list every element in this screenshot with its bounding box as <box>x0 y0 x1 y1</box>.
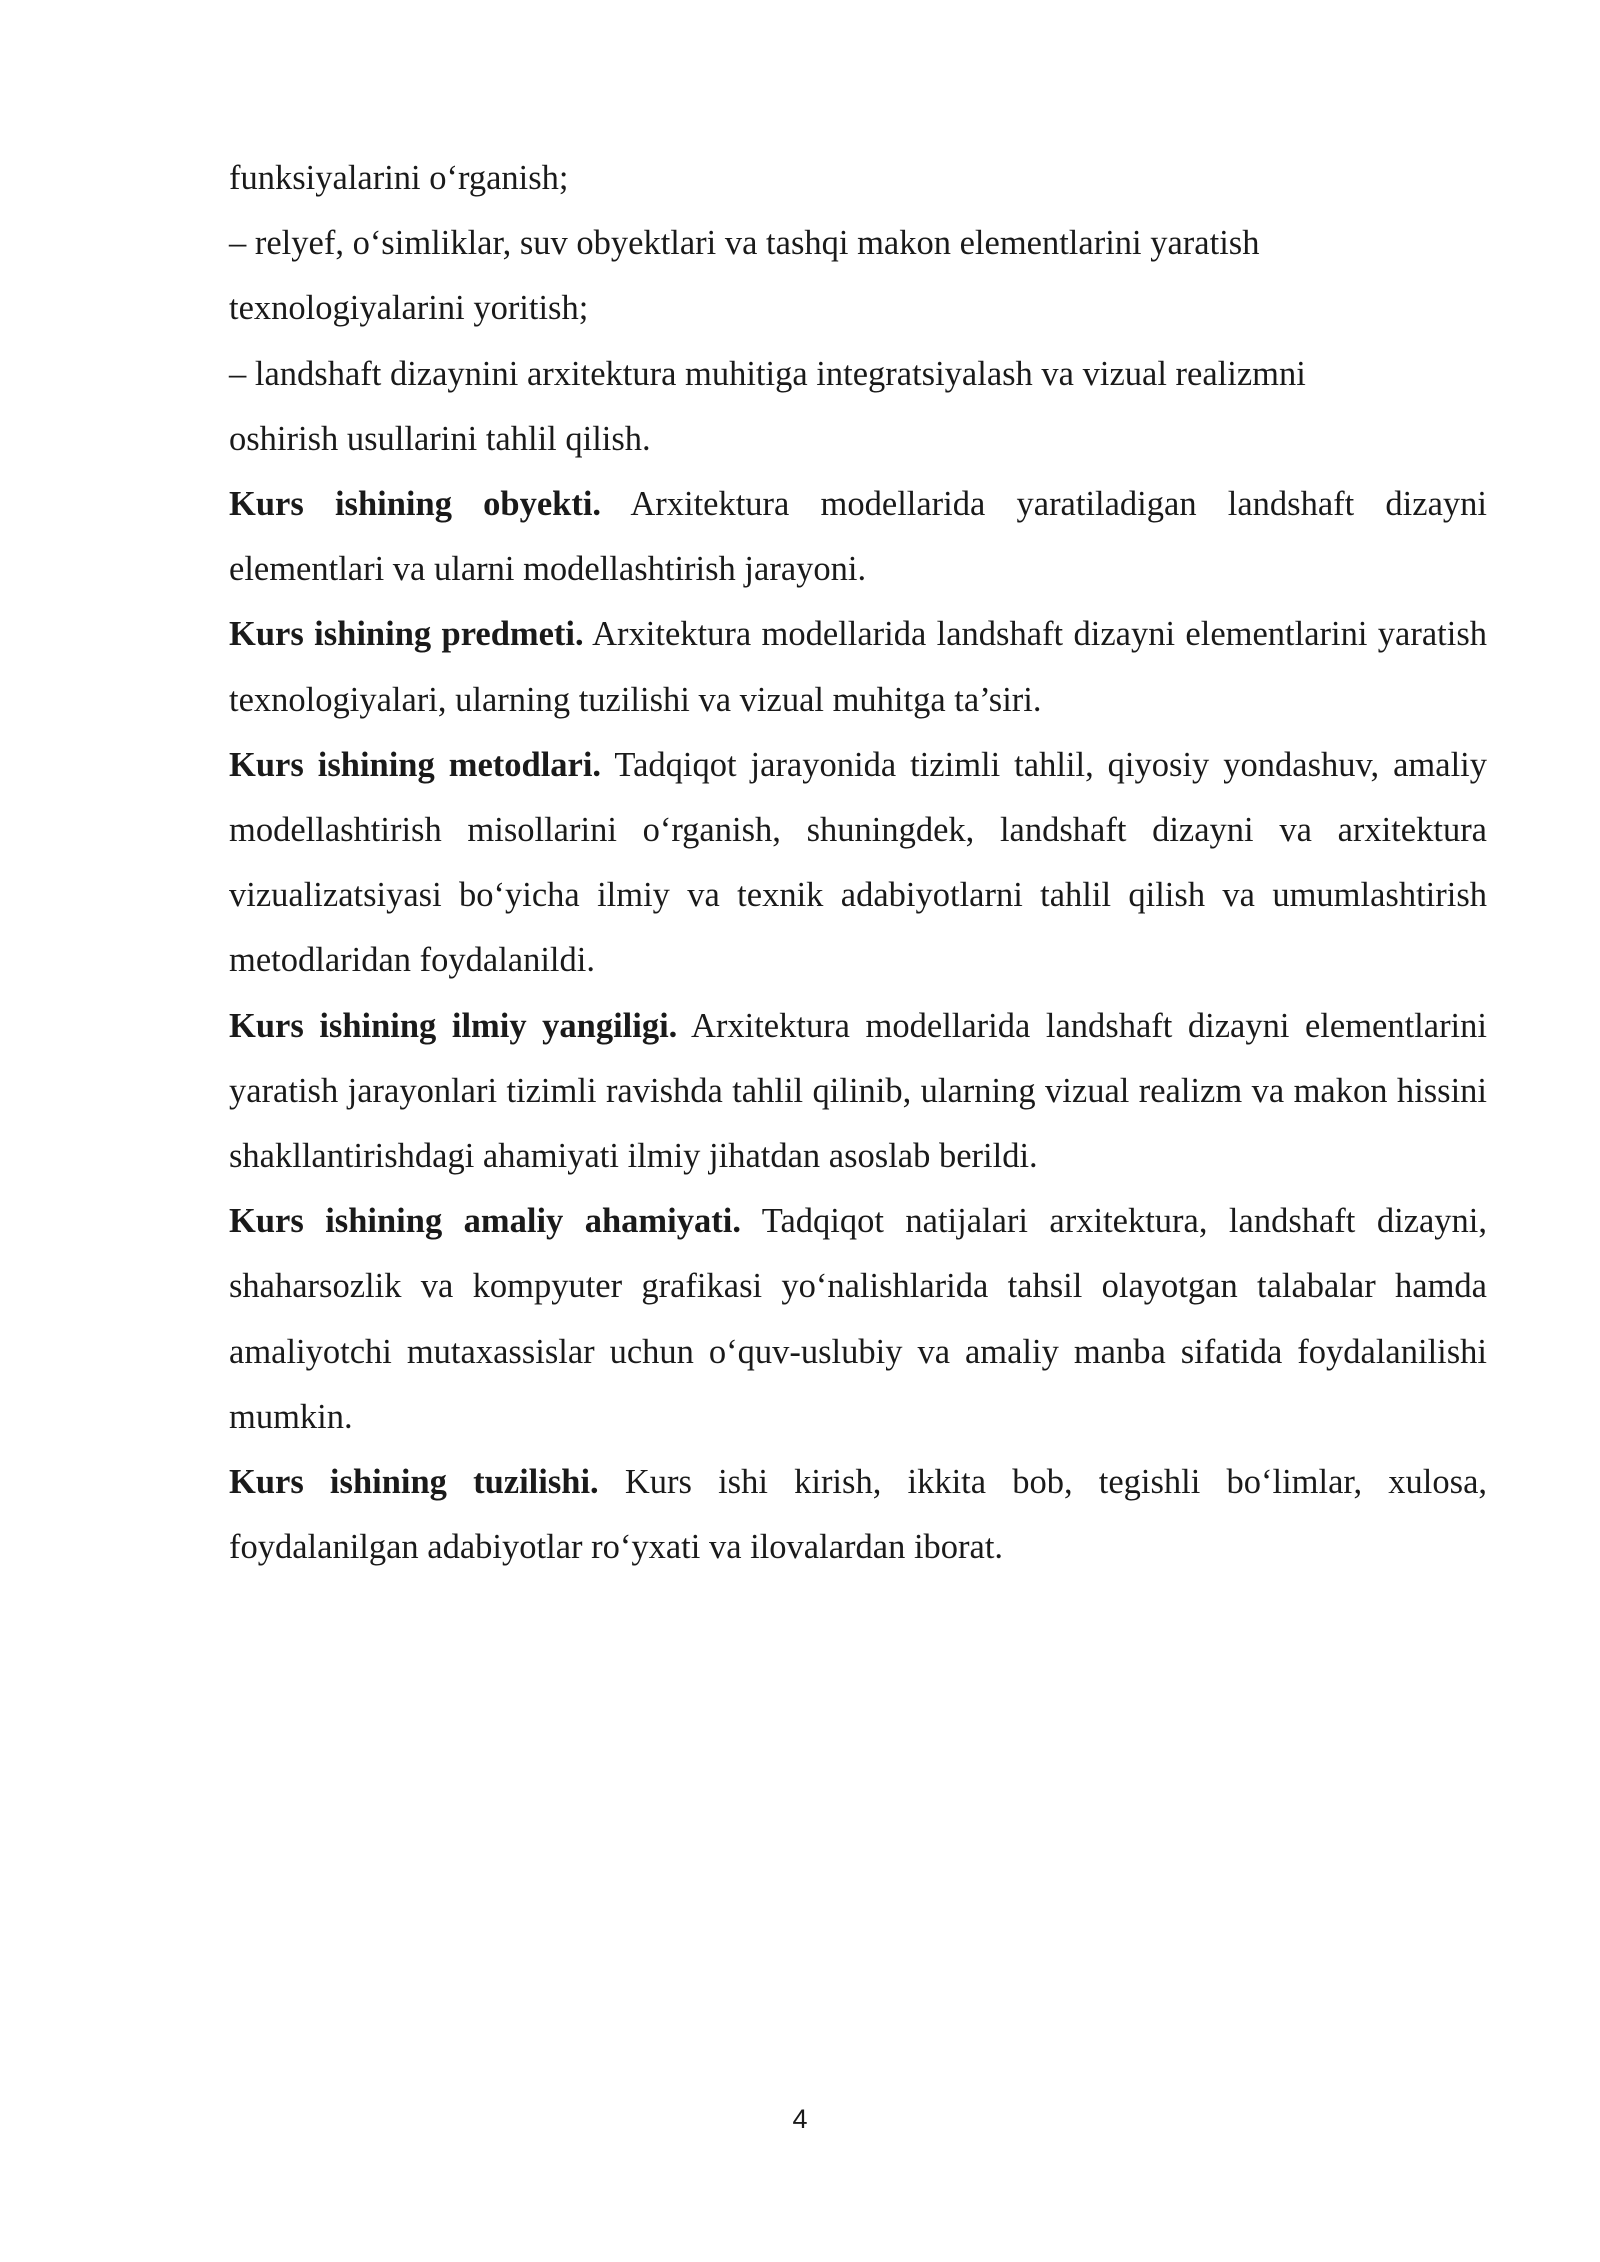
section-text: Tadqiqot natijalari arxitektura, landshaft dizayni, shaharsozlik va kompyuter grafikasi yo‘nalishlarida tahsil olayotgan talabalar hamda amaliyotchi mutaxassislar uchun o‘quv-uslubiy va amaliy manba sifatida foydalanilishi mumkin. <box>229 1202 1487 1436</box>
section-text: Arxitektura modellarida yaratiladigan landshaft dizayni elementlari va ularni modellashtirish jarayoni. <box>229 485 1487 589</box>
intro-line: oshirish usullarini tahlil qilish. <box>229 419 651 458</box>
intro-line: funksiyalarini o‘rganish; <box>229 159 569 197</box>
document-body <box>229 146 1487 1580</box>
section-practical-value <box>229 1189 1487 1450</box>
section-text: Tadqiqot jarayonida tizimli tahlil, qiyosiy yondashuv, amaliy modellashtirish misollarini o‘rganish, shuningdek, landshaft dizayni va arxitektura vizualizatsiyasi bo‘yicha ilmiy va texnik adabiyotlarni tahlil qilish va umumlashtirish metodlaridan foydalanildi. <box>229 745 1487 980</box>
page-number: 4 <box>792 2104 808 2134</box>
intro-line: texnologiyalarini yoritish; <box>229 289 589 328</box>
section-text: Arxitektura modellarida landshaft dizayni elementlarini yaratish jarayonlari tizimli ravishda tahlil qilinib, ularning vizual realizm va makon hissini shakllantirishdagi ahamiyati ilmiy jihatdan asoslab berildi. <box>229 1006 1487 1176</box>
section-text: Arxitektura modellarida landshaft dizayni elementlarini yaratish texnologiyalari, ularning tuzilishi va vizual muhitga ta’siri. <box>229 615 1487 719</box>
section-object <box>229 472 1487 602</box>
section-heading: Kurs ishining ilmiy yangiligi. <box>229 1006 678 1045</box>
section-heading: Kurs ishining metodlari. <box>229 745 602 784</box>
section-structure <box>229 1450 1487 1580</box>
section-subject <box>229 602 1487 732</box>
section-novelty <box>229 994 1487 1190</box>
intro-line: – landshaft dizaynini arxitektura muhitiga integratsiyalash va vizual realizmni <box>229 354 1306 393</box>
section-heading: Kurs ishining obyekti. <box>229 485 602 524</box>
section-heading: Kurs ishining tuzilishi. <box>229 1463 599 1502</box>
section-heading: Kurs ishining predmeti. <box>229 615 584 654</box>
section-text: Kurs ishi kirish, ikkita bob, tegishli bo‘limlar, xulosa, foydalanilgan adabiyotlar ro‘yxati va ilovalardan iborat. <box>229 1463 1488 1567</box>
intro-line: – relyef, o‘simliklar, suv obyektlari va tashqi makon elementlarini yaratish <box>229 224 1260 263</box>
section-methods <box>229 733 1487 994</box>
section-heading: Kurs ishining amaliy ahamiyati. <box>229 1202 741 1241</box>
